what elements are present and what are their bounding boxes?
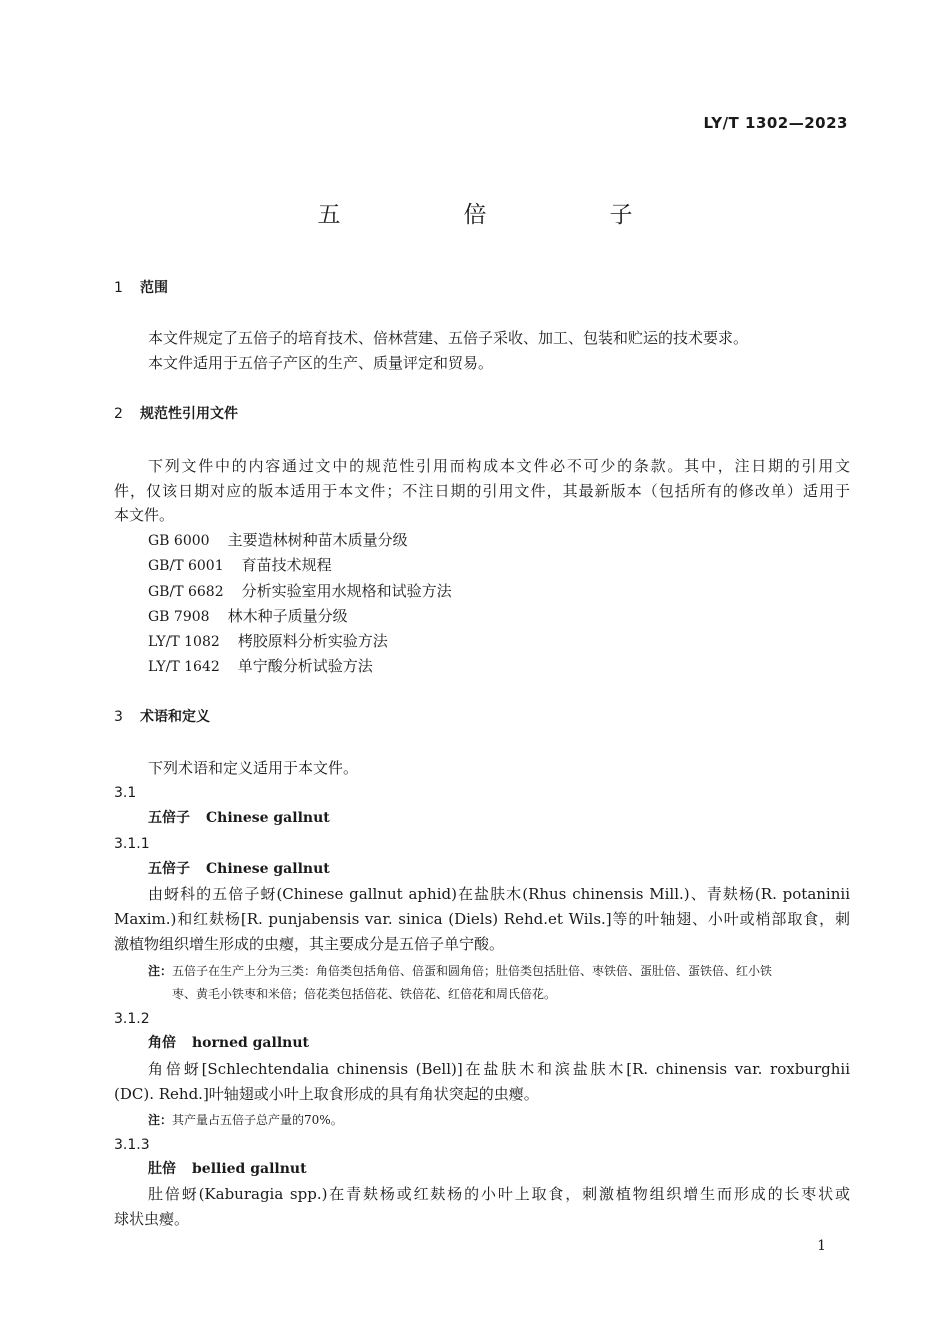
reference-code: LY/T 1082 bbox=[148, 634, 220, 650]
standard-code: LY/T 1302—2023 bbox=[703, 114, 848, 132]
term-number: 3.1.1 bbox=[114, 836, 150, 852]
definition: Maxim.)和红麸杨[R. punjabensis var. sinica (Diels) Rehd.et Wils.]等的叶轴翅、小叶或梢部取食，刺 bbox=[114, 910, 850, 928]
term-entry bbox=[148, 857, 850, 881]
definition: (DC). Rehd.]叶轴翅或小叶上取食形成的具有角状突起的虫瘿。 bbox=[114, 1085, 539, 1103]
paragraph: 下列术语和定义适用于本文件。 bbox=[148, 759, 359, 777]
section-number: 1 bbox=[114, 280, 123, 296]
note-text: 其产量占五倍子总产量的70%。 bbox=[172, 1113, 343, 1127]
term-entry bbox=[148, 806, 850, 830]
term-number: 3.1.3 bbox=[114, 1137, 150, 1153]
definition: 激植物组织增生形成的虫瘿，其主要成分是五倍子单宁酸。 bbox=[114, 935, 505, 953]
page-number: 1 bbox=[817, 1238, 826, 1254]
definition: 肚倍蚜(Kaburagia spp.)在青麸杨或红麸杨的小叶上取食，刺激植物组织增生而形成的长枣状或 bbox=[148, 1185, 850, 1203]
term-en: horned gallnut bbox=[192, 1035, 309, 1051]
term-zh: 五倍子 bbox=[148, 810, 190, 826]
definition: 由蚜科的五倍子蚜(Chinese gallnut aphid)在盐肤木(Rhus chinensis Mill.)、青麸杨(R. potaninii bbox=[148, 885, 850, 903]
reference-item bbox=[148, 528, 850, 553]
section-title: 范围 bbox=[140, 280, 168, 296]
reference-title: 育苗技术规程 bbox=[241, 556, 332, 574]
reference-item bbox=[148, 579, 850, 604]
paragraph: 本文件。 bbox=[114, 506, 175, 524]
term-entry bbox=[148, 1031, 850, 1055]
reference-title: 单宁酸分析试验方法 bbox=[237, 657, 373, 675]
paragraph: 本文件适用于五倍子产区的生产、质量评定和贸易。 bbox=[148, 354, 494, 372]
term-zh: 肚倍 bbox=[148, 1161, 176, 1177]
reference-code: GB 6000 bbox=[148, 533, 210, 549]
note-label: 注： bbox=[148, 1113, 173, 1127]
reference-item bbox=[148, 654, 850, 679]
reference-item bbox=[148, 629, 850, 654]
section-number: 3 bbox=[114, 709, 123, 725]
term-en: Chinese gallnut bbox=[206, 810, 330, 826]
paragraph: 下列文件中的内容通过文中的规范性引用而构成本文件必不可少的条款。其中，注日期的引用文 bbox=[148, 457, 850, 475]
term-number: 3.1 bbox=[114, 785, 137, 801]
term-zh: 五倍子 bbox=[148, 861, 190, 877]
reference-item bbox=[148, 553, 850, 578]
reference-item bbox=[148, 604, 850, 629]
reference-code: GB/T 6001 bbox=[148, 558, 224, 574]
section-title: 规范性引用文件 bbox=[140, 406, 238, 422]
section-number: 2 bbox=[114, 406, 123, 422]
reference-code: LY/T 1642 bbox=[148, 659, 220, 675]
reference-title: 林木种子质量分级 bbox=[227, 607, 348, 625]
term-en: Chinese gallnut bbox=[206, 861, 330, 877]
definition: 球状虫瘿。 bbox=[114, 1210, 190, 1228]
reference-title: 栲胶原料分析实验方法 bbox=[237, 632, 388, 650]
note-text: 五倍子在生产上分为三类：角倍类包括角倍、倍蛋和圆角倍；肚倍类包括肚倍、枣铁倍、蛋肚倍、蛋铁倍、红小铁 bbox=[172, 964, 773, 978]
reference-code: GB/T 6682 bbox=[148, 584, 224, 600]
section-heading-scope bbox=[114, 276, 850, 300]
reference-code: GB 7908 bbox=[148, 609, 210, 625]
term-zh: 角倍 bbox=[148, 1035, 176, 1051]
term-entry bbox=[148, 1157, 850, 1181]
document-title: 五 倍 子 bbox=[317, 202, 683, 228]
reference-title: 主要造林树种苗木质量分级 bbox=[227, 531, 408, 549]
reference-title: 分析实验室用水规格和试验方法 bbox=[241, 582, 452, 600]
term-en: bellied gallnut bbox=[192, 1161, 307, 1177]
note bbox=[148, 960, 850, 982]
section-title: 术语和定义 bbox=[140, 709, 210, 725]
term-number: 3.1.2 bbox=[114, 1011, 150, 1027]
note-text: 枣、黄毛小铁枣和米倍；倍花类包括倍花、铁倍花、红倍花和周氏倍花。 bbox=[172, 987, 557, 1001]
note bbox=[148, 1109, 850, 1131]
section-heading-terms bbox=[114, 705, 850, 729]
definition: 角倍蚜[Schlechtendalia chinensis (Bell)]在盐肤木和滨盐肤木[R. chinensis var. roxburghii bbox=[148, 1060, 850, 1078]
note-label: 注： bbox=[148, 964, 173, 978]
paragraph: 件，仅该日期对应的版本适用于本文件；不注日期的引用文件，其最新版本（包括所有的修改单）适用于 bbox=[114, 482, 850, 500]
section-heading-normative-references bbox=[114, 402, 850, 426]
paragraph: 本文件规定了五倍子的培育技术、倍林营建、五倍子采收、加工、包装和贮运的技术要求。 bbox=[148, 329, 749, 347]
